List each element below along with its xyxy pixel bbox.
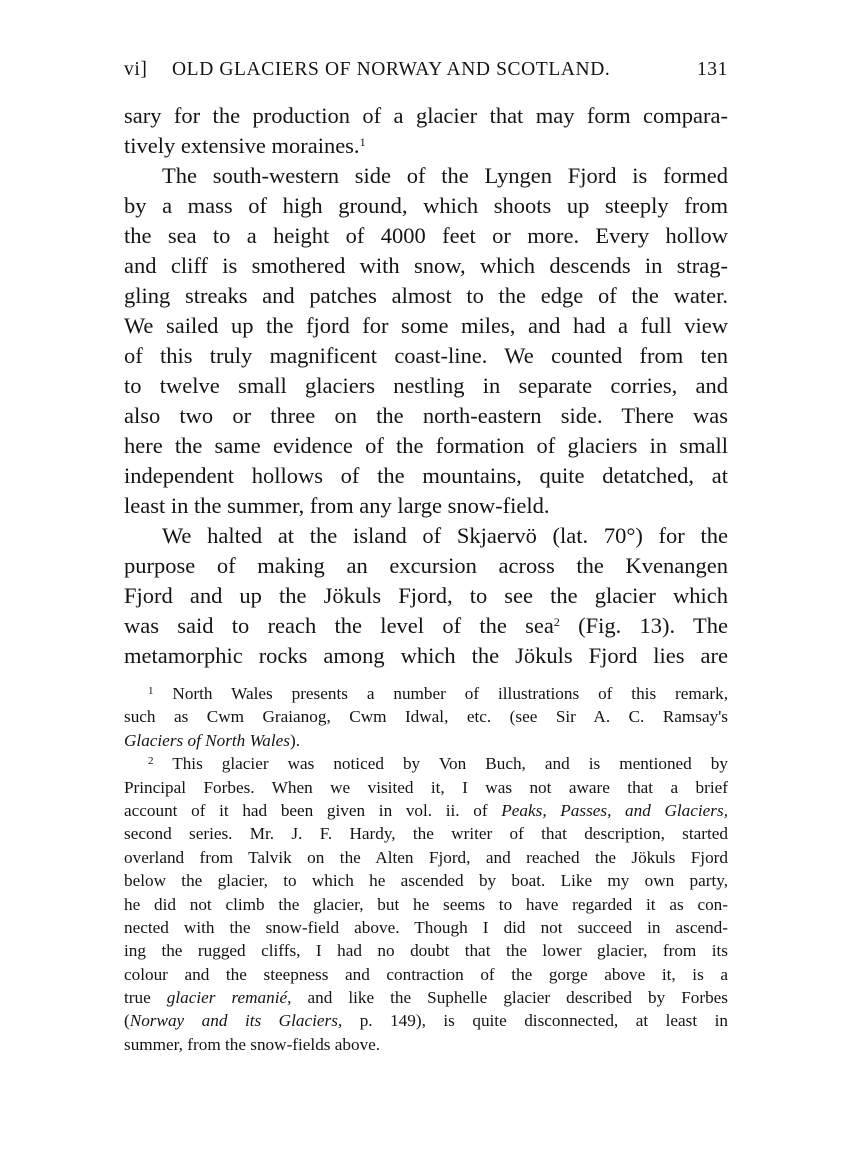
paragraph-2 (124, 161, 728, 521)
footnote-line: summer, from the snow-fields above. (124, 1034, 381, 1054)
text-line (124, 611, 728, 641)
footnote-ref-1: 1 (359, 135, 366, 149)
italic-term: glacier remanié, (166, 988, 292, 1008)
text-line: least in the summer, from any large snow-field. (124, 493, 550, 518)
book-title: Peaks, Passes, and Glaciers, (501, 800, 728, 820)
footnote-text: North Wales presents a number of illustrations of this remark, (172, 684, 729, 703)
footnote-marker: 2 (148, 755, 154, 768)
body-text (124, 101, 728, 671)
running-title: OLD GLACIERS OF NORWAY AND SCOTLAND. (172, 59, 611, 80)
text-line: to twelve small glaciers nestling in separate corries, and (124, 373, 728, 398)
footnote-line: below the glacier, to which he ascended by boat. Like my own party, (124, 871, 728, 891)
text-line: We sailed up the fjord for some miles, and had a full view (124, 313, 728, 338)
page-number: 131 (696, 59, 728, 80)
footnote-line: he did not climb the glacier, but he seems to have regarded it as con- (124, 894, 728, 914)
text-line: The south-western side of the Lyngen Fjord is formed (162, 163, 728, 188)
footnote-text: ( (124, 1011, 130, 1031)
text-line: here the same evidence of the formation of glaciers in small (124, 433, 728, 458)
footnote-marker: 1 (148, 685, 154, 697)
footnote-line: second series. Mr. J. F. Hardy, the writer of that description, started (124, 824, 728, 844)
text-line (124, 131, 728, 161)
text-line: also two or three on the north-eastern side. There was (124, 403, 728, 428)
footnote-line (124, 729, 728, 752)
footnote-line (124, 986, 728, 1009)
footnote-1 (124, 682, 728, 752)
footnote-text: and like the Suphelle glacier described by Forbes (291, 988, 728, 1008)
footnote-ref-2: 2 (553, 615, 560, 629)
text-line: the sea to a height of 4000 feet or more. Every hollow (124, 223, 728, 248)
text-line: independent hollows of the mountains, quite detatched, at (124, 463, 728, 488)
text-line: and cliff is smothered with snow, which descends in strag- (124, 253, 728, 278)
paragraph-3 (124, 521, 728, 671)
footnote-text: This glacier was noticed by Von Buch, and is mentioned by (172, 754, 728, 774)
text-line-content: (Fig. 13). The (559, 613, 728, 638)
footnote-line (124, 799, 728, 822)
footnote-line: Principal Forbes. When we visited it, I was not aware that a brief (124, 777, 728, 797)
footnote-text: ). (290, 730, 301, 750)
footnote-text: account of it had been given in vol. ii. of (124, 800, 502, 820)
footnote-line: such as Cwm Graianog, Cwm Idwal, etc. (see Sir A. C. Ramsay's (124, 707, 728, 727)
text-line: gling streaks and patches almost to the edge of the water. (124, 283, 728, 308)
footnote-line (124, 682, 728, 705)
footnote-line: colour and the steepness and contraction of the gorge above it, is a (124, 964, 728, 984)
text-line: by a mass of high ground, which shoots up steeply from (124, 193, 728, 218)
footnote-line (124, 1009, 728, 1032)
text-line-content: was said to reach the level of the sea (124, 613, 554, 638)
paragraph-1 (124, 101, 728, 161)
footnotes (124, 682, 728, 1056)
footnote-2 (124, 752, 728, 1056)
text-line: of this truly magnificent coast-line. We counted from ten (124, 343, 728, 368)
footnote-text: true (124, 988, 167, 1008)
footnote-text: p. 149), is quite disconnected, at least in (342, 1011, 728, 1031)
running-head (124, 59, 728, 89)
footnote-line: overland from Talvik on the Alten Fjord, and reached the Jökuls Fjord (124, 847, 728, 867)
text-line: metamorphic rocks among which the Jökuls Fjord lies are (124, 643, 728, 668)
text-line-content: tively extensive moraines. (124, 133, 360, 158)
text-line: sary for the production of a glacier that may form compara- (124, 103, 728, 128)
footnote-line: ing the rugged cliffs, I had no doubt that the lower glacier, from its (124, 941, 728, 961)
text-line: Fjord and up the Jökuls Fjord, to see the glacier which (124, 583, 728, 608)
footnote-line: nected with the snow-field above. Though I did not succeed in ascend- (124, 917, 728, 937)
text-line: purpose of making an excursion across the Kvenangen (124, 553, 728, 578)
text-line: We halted at the island of Skjaervö (lat. 70°) for the (162, 523, 728, 548)
book-title: Norway and its Glaciers, (129, 1011, 343, 1031)
book-title: Glaciers of North Wales (124, 730, 290, 750)
footnote-line (124, 752, 728, 775)
chapter-number: vi] (124, 59, 148, 80)
